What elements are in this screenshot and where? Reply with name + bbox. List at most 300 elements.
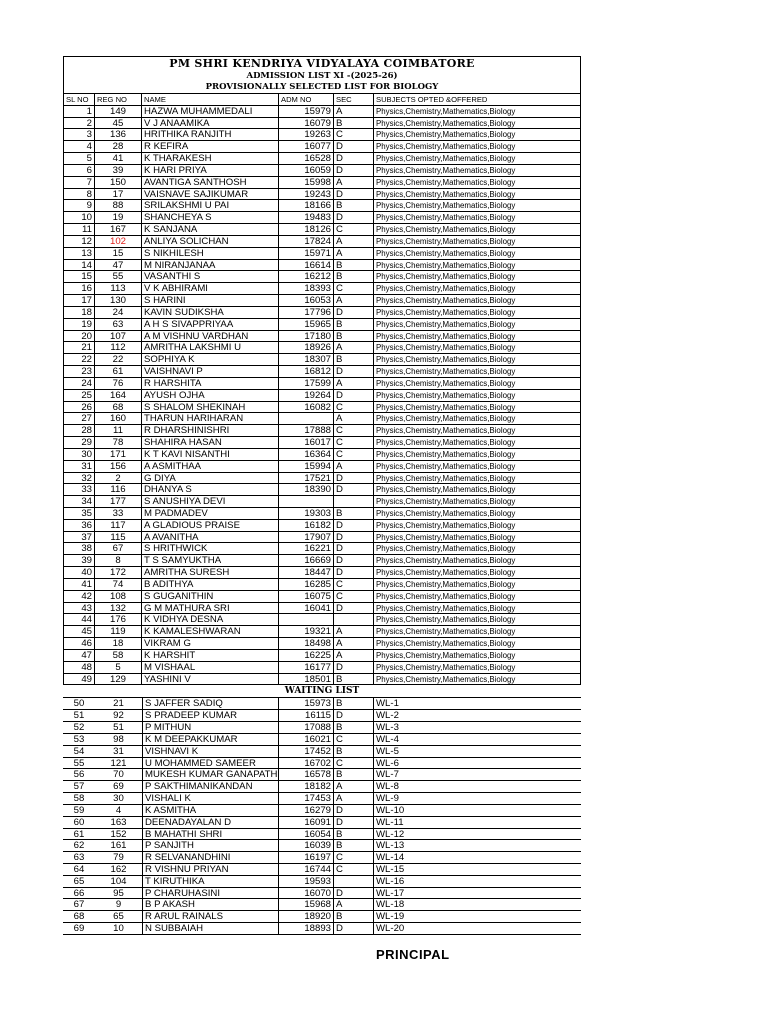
table-row [63, 449, 581, 461]
sec-cell: D [334, 567, 374, 579]
name-cell: R KEFIRA [142, 141, 279, 153]
reg-no-cell: 117 [95, 520, 142, 532]
subjects-cell: Physics,Chemistry,Mathematics,Biology [374, 189, 581, 201]
admission-sheet [63, 56, 581, 935]
sec-cell: A [334, 236, 374, 248]
sec-cell: B [334, 840, 374, 852]
table-row [63, 271, 581, 283]
sec-cell: D [334, 805, 374, 817]
reg-no-cell: 47 [95, 260, 142, 272]
waiting-list [63, 697, 581, 935]
wl-no-cell: WL-9 [374, 793, 581, 805]
sec-cell: A [334, 106, 374, 118]
sl-no-cell: 50 [63, 698, 95, 710]
sl-no-cell: 62 [63, 840, 95, 852]
wl-no-cell: WL-6 [374, 758, 581, 770]
reg-no-cell: 33 [95, 508, 142, 520]
subjects-cell: Physics,Chemistry,Mathematics,Biology [374, 543, 581, 555]
sec-cell: D [334, 662, 374, 674]
waiting-row [63, 923, 581, 935]
wl-no-cell: WL-18 [374, 899, 581, 911]
name-cell: K T KAVI NISANTHI [142, 449, 279, 461]
sl-no-cell: 52 [63, 722, 95, 734]
subjects-cell: Physics,Chemistry,Mathematics,Biology [374, 674, 581, 686]
reg-no-cell: 150 [95, 177, 142, 189]
adm-no-cell: 17824 [279, 236, 334, 248]
subjects-cell: Physics,Chemistry,Mathematics,Biology [374, 307, 581, 319]
name-cell: M VISHAAL [142, 662, 279, 674]
sl-no-cell: 43 [63, 603, 95, 615]
name-cell: THARUN HARIHARAN [142, 413, 279, 425]
adm-no-cell: 16054 [279, 829, 334, 841]
name-cell: K HARI PRIYA [142, 165, 279, 177]
reg-no-cell: 112 [95, 342, 142, 354]
adm-no-cell: 16614 [279, 260, 334, 272]
adm-no-cell: 16070 [279, 888, 334, 900]
adm-no-cell: 15968 [279, 899, 334, 911]
adm-no-cell: 18307 [279, 354, 334, 366]
sl-no-cell: 42 [63, 591, 95, 603]
name-cell: V K ABHIRAMI [142, 283, 279, 295]
sl-no-cell: 36 [63, 520, 95, 532]
subjects-cell: Physics,Chemistry,Mathematics,Biology [374, 603, 581, 615]
sec-cell: D [334, 390, 374, 402]
sl-no-cell: 20 [63, 331, 95, 343]
name-cell: AVANTIGA SANTHOSH [142, 177, 279, 189]
name-cell: K ASMITHA [142, 805, 279, 817]
wl-no-cell: WL-11 [374, 817, 581, 829]
name-cell: AMRITHA SURESH [142, 567, 279, 579]
table-row [63, 508, 581, 520]
sec-cell: A [334, 378, 374, 390]
adm-no-cell: 15965 [279, 319, 334, 331]
subjects-cell: Physics,Chemistry,Mathematics,Biology [374, 579, 581, 591]
reg-no-cell: 171 [95, 449, 142, 461]
waiting-row [63, 864, 581, 876]
table-row [63, 378, 581, 390]
reg-no-cell: 95 [95, 888, 142, 900]
sl-no-cell: 27 [63, 413, 95, 425]
table-row [63, 650, 581, 662]
adm-no-cell: 16077 [279, 141, 334, 153]
subjects-cell: Physics,Chemistry,Mathematics,Biology [374, 200, 581, 212]
name-cell: YASHINI V [142, 674, 279, 686]
sec-cell: B [334, 354, 374, 366]
name-cell: P SAKTHIMANIKANDAN [142, 781, 279, 793]
subjects-cell: Physics,Chemistry,Mathematics,Biology [374, 260, 581, 272]
reg-no-cell: 2 [95, 473, 142, 485]
sec-cell: B [334, 674, 374, 686]
sec-cell: D [334, 307, 374, 319]
subjects-cell: Physics,Chemistry,Mathematics,Biology [374, 118, 581, 130]
name-cell: HRITHIKA RANJITH [142, 129, 279, 141]
subjects-cell: Physics,Chemistry,Mathematics,Biology [374, 402, 581, 414]
table-row [63, 437, 581, 449]
waiting-row [63, 876, 581, 888]
sl-no-cell: 26 [63, 402, 95, 414]
reg-no-cell: 69 [95, 781, 142, 793]
name-cell: DHANYA S [142, 484, 279, 496]
reg-no-cell: 17 [95, 189, 142, 201]
name-cell: P MITHUN [142, 722, 279, 734]
reg-no-cell: 104 [95, 876, 142, 888]
sl-no-cell: 39 [63, 555, 95, 567]
adm-no-cell: 19593 [279, 876, 334, 888]
adm-no-cell: 16115 [279, 710, 334, 722]
name-cell: G DIYA [142, 473, 279, 485]
sec-cell: A [334, 793, 374, 805]
wl-no-cell: WL-20 [374, 923, 581, 935]
subjects-cell: Physics,Chemistry,Mathematics,Biology [374, 212, 581, 224]
sec-cell: B [334, 508, 374, 520]
sec-cell: D [334, 543, 374, 555]
reg-no-cell: 152 [95, 829, 142, 841]
sec-cell: D [334, 603, 374, 615]
subjects-cell: Physics,Chemistry,Mathematics,Biology [374, 413, 581, 425]
adm-no-cell: 16364 [279, 449, 334, 461]
reg-no-cell: 167 [95, 224, 142, 236]
adm-no-cell: 16039 [279, 840, 334, 852]
adm-no-cell: 18501 [279, 674, 334, 686]
sl-no-cell: 17 [63, 295, 95, 307]
reg-no-cell: 121 [95, 758, 142, 770]
reg-no-cell: 18 [95, 638, 142, 650]
table-row [63, 425, 581, 437]
table-row [63, 319, 581, 331]
reg-no-cell: 172 [95, 567, 142, 579]
table-row [63, 165, 581, 177]
reg-no-cell: 156 [95, 461, 142, 473]
sec-cell: C [334, 425, 374, 437]
sec-cell: D [334, 165, 374, 177]
adm-no-cell: 16702 [279, 758, 334, 770]
sl-no-cell: 15 [63, 271, 95, 283]
reg-no-cell: 5 [95, 662, 142, 674]
sec-cell: A [334, 342, 374, 354]
wl-no-cell: WL-16 [374, 876, 581, 888]
sl-no-cell: 23 [63, 366, 95, 378]
name-cell: A AVANITHA [142, 532, 279, 544]
sec-cell: D [334, 212, 374, 224]
name-cell: SHANCHEYA S [142, 212, 279, 224]
adm-no-cell: 16091 [279, 817, 334, 829]
adm-no-cell: 16221 [279, 543, 334, 555]
sl-no-cell: 55 [63, 758, 95, 770]
adm-no-cell: 16082 [279, 402, 334, 414]
reg-no-cell: 61 [95, 366, 142, 378]
adm-no-cell: 17796 [279, 307, 334, 319]
table-row [63, 402, 581, 414]
wl-no-cell: WL-4 [374, 734, 581, 746]
adm-no-cell: 18893 [279, 923, 334, 935]
name-cell: V J ANAAMIKA [142, 118, 279, 130]
sl-no-cell: 58 [63, 793, 95, 805]
wl-no-cell: WL-14 [374, 852, 581, 864]
name-cell: R DHARSHINISHRI [142, 425, 279, 437]
reg-no-cell: 149 [95, 106, 142, 118]
adm-no-cell: 17907 [279, 532, 334, 544]
header-sec: SEC [334, 94, 374, 106]
sec-cell: C [334, 437, 374, 449]
sl-no-cell: 6 [63, 165, 95, 177]
sec-cell: D [334, 532, 374, 544]
adm-no-cell: 15973 [279, 698, 334, 710]
reg-no-cell: 19 [95, 212, 142, 224]
reg-no-cell: 102 [95, 236, 142, 248]
reg-no-cell: 113 [95, 283, 142, 295]
admission-list-heading: ADMISSION LIST XI -(2025-26) [63, 71, 581, 82]
wl-no-cell: WL-3 [374, 722, 581, 734]
reg-no-cell: 132 [95, 603, 142, 615]
wl-no-cell: WL-17 [374, 888, 581, 900]
sec-cell: C [334, 129, 374, 141]
subjects-cell: Physics,Chemistry,Mathematics,Biology [374, 236, 581, 248]
adm-no-cell: 17088 [279, 722, 334, 734]
name-cell: S PRADEEP KUMAR [142, 710, 279, 722]
sl-no-cell: 34 [63, 496, 95, 508]
name-cell: S GUGANITHIN [142, 591, 279, 603]
name-cell: K KAMALESHWARAN [142, 626, 279, 638]
waiting-row [63, 840, 581, 852]
sec-cell: C [334, 224, 374, 236]
adm-no-cell: 16744 [279, 864, 334, 876]
table-header [63, 94, 581, 106]
subjects-cell: Physics,Chemistry,Mathematics,Biology [374, 614, 581, 626]
sl-no-cell: 10 [63, 212, 95, 224]
reg-no-cell: 164 [95, 390, 142, 402]
reg-no-cell: 177 [95, 496, 142, 508]
reg-no-cell: 108 [95, 591, 142, 603]
subjects-cell: Physics,Chemistry,Mathematics,Biology [374, 342, 581, 354]
sl-no-cell: 56 [63, 769, 95, 781]
waiting-row [63, 817, 581, 829]
adm-no-cell: 16059 [279, 165, 334, 177]
wl-no-cell: WL-15 [374, 864, 581, 876]
name-cell: KAVIN SUDIKSHA [142, 307, 279, 319]
reg-no-cell: 41 [95, 153, 142, 165]
header-name: NAME [142, 94, 279, 106]
sl-no-cell: 25 [63, 390, 95, 402]
table-row [63, 390, 581, 402]
sl-no-cell: 41 [63, 579, 95, 591]
adm-no-cell: 16075 [279, 591, 334, 603]
adm-no-cell: 15971 [279, 248, 334, 260]
sl-no-cell: 68 [63, 911, 95, 923]
waiting-row [63, 769, 581, 781]
sec-cell: A [334, 626, 374, 638]
adm-no-cell: 16053 [279, 295, 334, 307]
header-subjects: SUBJECTS OPTED &OFFERED [374, 94, 581, 106]
reg-no-cell: 67 [95, 543, 142, 555]
reg-no-cell: 98 [95, 734, 142, 746]
sec-cell: D [334, 366, 374, 378]
sl-no-cell: 40 [63, 567, 95, 579]
sec-cell: B [334, 260, 374, 272]
name-cell: S JAFFER SADIQ [142, 698, 279, 710]
adm-no-cell: 17521 [279, 473, 334, 485]
adm-no-cell: 17453 [279, 793, 334, 805]
sl-no-cell: 48 [63, 662, 95, 674]
sl-no-cell: 22 [63, 354, 95, 366]
table-row [63, 413, 581, 425]
sec-cell: A [334, 650, 374, 662]
name-cell: VASANTHI S [142, 271, 279, 283]
waiting-row [63, 852, 581, 864]
table-row [63, 366, 581, 378]
adm-no-cell: 17599 [279, 378, 334, 390]
name-cell: R HARSHITA [142, 378, 279, 390]
subjects-cell: Physics,Chemistry,Mathematics,Biology [374, 319, 581, 331]
subjects-cell: Physics,Chemistry,Mathematics,Biology [374, 390, 581, 402]
table-row [63, 532, 581, 544]
sl-no-cell: 4 [63, 141, 95, 153]
subjects-cell: Physics,Chemistry,Mathematics,Biology [374, 153, 581, 165]
adm-no-cell: 16177 [279, 662, 334, 674]
sec-cell: C [334, 734, 374, 746]
reg-no-cell: 51 [95, 722, 142, 734]
school-title: PM SHRI KENDRIYA VIDYALAYA COIMBATORE [63, 56, 581, 71]
sl-no-cell: 61 [63, 829, 95, 841]
waiting-row [63, 888, 581, 900]
table-row [63, 662, 581, 674]
adm-no-cell: 17452 [279, 746, 334, 758]
subjects-cell: Physics,Chemistry,Mathematics,Biology [374, 638, 581, 650]
table-row [63, 212, 581, 224]
reg-no-cell: 161 [95, 840, 142, 852]
name-cell: SRILAKSHMI U PAI [142, 200, 279, 212]
sl-no-cell: 49 [63, 674, 95, 686]
sl-no-cell: 60 [63, 817, 95, 829]
reg-no-cell: 24 [95, 307, 142, 319]
name-cell: T KIRUTHIKA [142, 876, 279, 888]
sl-no-cell: 35 [63, 508, 95, 520]
name-cell: K SANJANA [142, 224, 279, 236]
sl-no-cell: 1 [63, 106, 95, 118]
adm-no-cell: 16812 [279, 366, 334, 378]
reg-no-cell: 11 [95, 425, 142, 437]
adm-no-cell: 16212 [279, 271, 334, 283]
table-row [63, 638, 581, 650]
name-cell: G M MATHURA SRI [142, 603, 279, 615]
name-cell: VISHALI K [142, 793, 279, 805]
table-row [63, 260, 581, 272]
reg-no-cell: 92 [95, 710, 142, 722]
name-cell: AMRITHA LAKSHMI U [142, 342, 279, 354]
adm-no-cell: 18498 [279, 638, 334, 650]
sec-cell: C [334, 283, 374, 295]
adm-no-cell: 16041 [279, 603, 334, 615]
reg-no-cell: 74 [95, 579, 142, 591]
name-cell: K VIDHYA DESNA [142, 614, 279, 626]
sec-cell: D [334, 153, 374, 165]
sl-no-cell: 5 [63, 153, 95, 165]
sl-no-cell: 59 [63, 805, 95, 817]
adm-no-cell: 16182 [279, 520, 334, 532]
sec-cell: A [334, 295, 374, 307]
table-row [63, 177, 581, 189]
adm-no-cell [279, 496, 334, 508]
sec-cell: B [334, 271, 374, 283]
adm-no-cell: 19264 [279, 390, 334, 402]
name-cell: SHAHIRA HASAN [142, 437, 279, 449]
sec-cell [334, 496, 374, 508]
reg-no-cell: 45 [95, 118, 142, 130]
sec-cell: C [334, 852, 374, 864]
reg-no-cell: 63 [95, 319, 142, 331]
sec-cell: A [334, 461, 374, 473]
subjects-cell: Physics,Chemistry,Mathematics,Biology [374, 129, 581, 141]
subjects-cell: Physics,Chemistry,Mathematics,Biology [374, 508, 581, 520]
sl-no-cell: 67 [63, 899, 95, 911]
waiting-row [63, 781, 581, 793]
waiting-row [63, 746, 581, 758]
sl-no-cell: 57 [63, 781, 95, 793]
sec-cell: B [334, 118, 374, 130]
waiting-row [63, 911, 581, 923]
sl-no-cell: 13 [63, 248, 95, 260]
waiting-row [63, 698, 581, 710]
name-cell: VIKRAM G [142, 638, 279, 650]
table-row [63, 520, 581, 532]
sl-no-cell: 14 [63, 260, 95, 272]
subjects-cell: Physics,Chemistry,Mathematics,Biology [374, 437, 581, 449]
reg-no-cell: 9 [95, 899, 142, 911]
name-cell: K M DEEPAKKUMAR [142, 734, 279, 746]
table-row [63, 626, 581, 638]
wl-no-cell: WL-2 [374, 710, 581, 722]
name-cell: MUKESH KUMAR GANAPATH [142, 769, 279, 781]
sec-cell: A [334, 781, 374, 793]
sl-no-cell: 38 [63, 543, 95, 555]
wl-no-cell: WL-19 [374, 911, 581, 923]
name-cell: ANLIYA SOLICHAN [142, 236, 279, 248]
table-row [63, 354, 581, 366]
subjects-cell: Physics,Chemistry,Mathematics,Biology [374, 591, 581, 603]
sec-cell: D [334, 473, 374, 485]
sl-no-cell: 46 [63, 638, 95, 650]
name-cell: M NIRANJANAA [142, 260, 279, 272]
sec-cell: D [334, 817, 374, 829]
adm-no-cell: 18390 [279, 484, 334, 496]
name-cell: R SELVANANDHINI [142, 852, 279, 864]
table-row [63, 236, 581, 248]
sl-no-cell: 63 [63, 852, 95, 864]
sec-cell: D [334, 923, 374, 935]
table-row [63, 331, 581, 343]
subjects-cell: Physics,Chemistry,Mathematics,Biology [374, 520, 581, 532]
sl-no-cell: 44 [63, 614, 95, 626]
subjects-cell: Physics,Chemistry,Mathematics,Biology [374, 106, 581, 118]
sl-no-cell: 65 [63, 876, 95, 888]
sl-no-cell: 53 [63, 734, 95, 746]
adm-no-cell: 18393 [279, 283, 334, 295]
sec-cell: A [334, 248, 374, 260]
sl-no-cell: 21 [63, 342, 95, 354]
table-row [63, 141, 581, 153]
name-cell: A ASMITHAA [142, 461, 279, 473]
name-cell: S ANUSHIYA DEVI [142, 496, 279, 508]
adm-no-cell: 18166 [279, 200, 334, 212]
table-row [63, 579, 581, 591]
name-cell: S NIKHILESH [142, 248, 279, 260]
name-cell: R VISHNU PRIYAN [142, 864, 279, 876]
sec-cell: A [334, 638, 374, 650]
wl-no-cell: WL-10 [374, 805, 581, 817]
sec-cell: C [334, 864, 374, 876]
waiting-row [63, 793, 581, 805]
reg-no-cell: 176 [95, 614, 142, 626]
reg-no-cell: 58 [95, 650, 142, 662]
